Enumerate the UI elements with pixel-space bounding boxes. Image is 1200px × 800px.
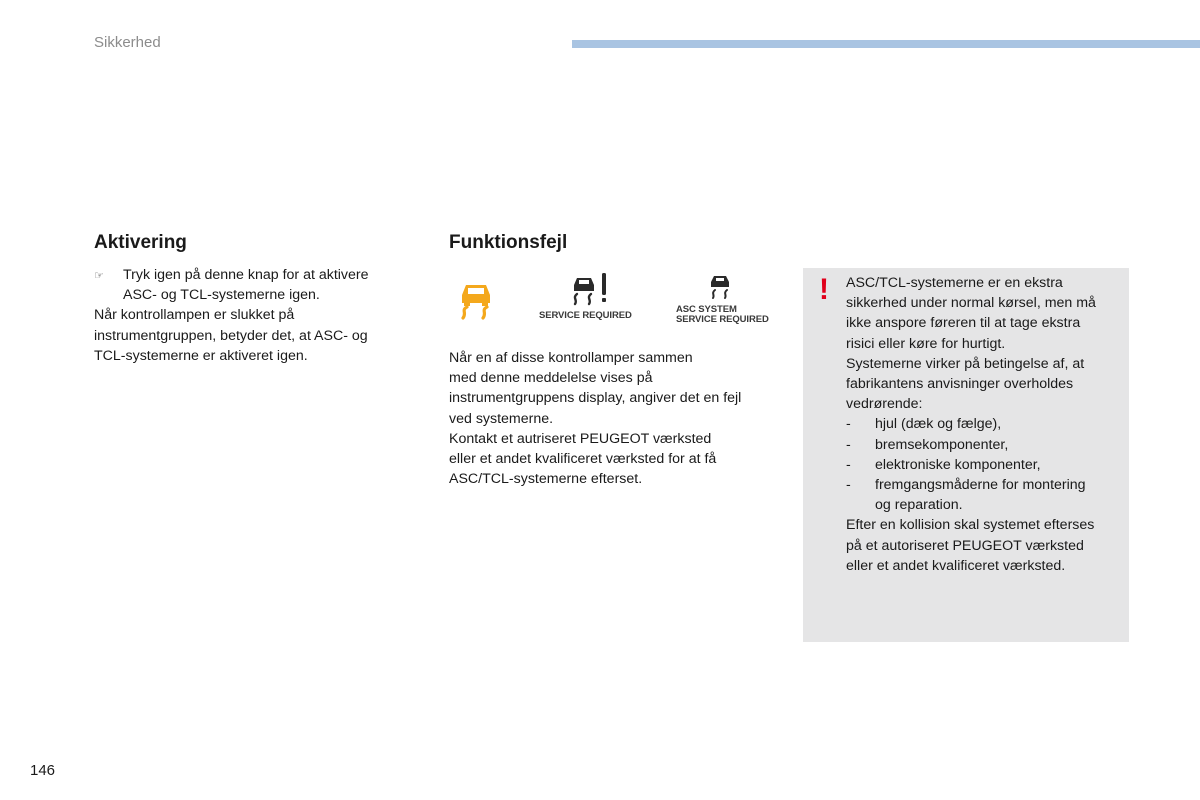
text-line: ASC/TCL-systemerne efterset. <box>449 471 643 488</box>
text-line: ved systemerne. <box>449 410 554 427</box>
page-number: 146 <box>30 762 56 779</box>
skid-service-required-icon <box>539 270 632 321</box>
header-accent-bar <box>572 40 1200 48</box>
dash-bullet: - <box>846 477 851 494</box>
service-required-label: SERVICE REQUIRED <box>539 310 632 321</box>
skid-warning-lamp-amber-icon <box>457 280 495 325</box>
bullet-text <box>123 265 369 305</box>
text-line: Tryk igen på denne knap for at aktivere <box>123 267 369 283</box>
list-item <box>846 435 1126 455</box>
text-line: sikkerhed under normal kørsel, men må <box>846 295 1096 312</box>
warning-lamps-row <box>449 270 789 330</box>
funktionsfejl-paragraph <box>449 348 779 489</box>
dash-bullet: - <box>846 416 851 433</box>
asc-system-service-icon <box>676 274 772 325</box>
text-line: instrumentgruppen, betyder det, at ASC- og <box>94 327 368 344</box>
exclamation-warning-icon: ! <box>819 273 829 306</box>
text-line: fabrikantens anvisninger overholdes <box>846 376 1074 393</box>
list-item <box>846 414 1126 434</box>
list-item-text: bremsekomponenter, <box>875 436 1009 453</box>
text-line: eller et andet kvalificeret værksted for at få <box>449 451 717 468</box>
text-line: Når kontrollampen er slukket på <box>94 307 295 324</box>
text-line: risici eller køre for hurtigt. <box>846 335 1006 352</box>
list-item-text: hjul (dæk og fælge), <box>875 416 1002 433</box>
asc-system-label: ASC SYSTEM <box>676 304 737 315</box>
text-line: eller et andet kvalificeret værksted. <box>846 557 1066 574</box>
pointing-hand-icon: ☞ <box>94 270 104 282</box>
heading-funktionsfejl: Funktionsfejl <box>449 232 568 253</box>
text-line: ASC- og TCL-systemerne igen. <box>123 287 320 304</box>
text-line: ikke anspore føreren til at tage ekstra <box>846 315 1081 332</box>
text-line: på et autoriseret PEUGEOT værksted <box>846 537 1084 554</box>
dash-bullet: - <box>846 436 851 453</box>
text-line: instrumentgruppens display, angiver det en fejl <box>449 390 742 407</box>
section-title: Sikkerhed <box>94 34 161 51</box>
list-item <box>846 455 1126 475</box>
safety-note-text <box>846 273 1126 576</box>
text-line: med denne meddelelse vises på <box>449 370 653 387</box>
heading-aktivering: Aktivering <box>94 232 187 253</box>
service-required-label: SERVICE REQUIRED <box>676 314 769 325</box>
list-item <box>846 475 1126 515</box>
text-line: ASC/TCL-systemerne er en ekstra <box>846 275 1063 291</box>
text-line: fremgangsmåderne for montering <box>875 477 1086 494</box>
text-line: og reparation. <box>875 497 963 514</box>
text-line: Efter en kollision skal systemet efterses <box>846 517 1095 534</box>
safety-note-box <box>803 268 1129 642</box>
list-item-text: elektroniske komponenter, <box>875 456 1041 473</box>
text-line: vedrørende: <box>846 396 923 413</box>
text-line: Kontakt et autriseret PEUGEOT værksted <box>449 430 712 447</box>
text-line: Når en af disse kontrollamper sammen <box>449 350 693 366</box>
list-item-text <box>875 475 1086 515</box>
bullet-item <box>94 265 404 305</box>
aktivering-section <box>94 265 404 366</box>
text-line: TCL-systemerne er aktiveret igen. <box>94 347 308 364</box>
aktivering-paragraph <box>94 305 404 366</box>
text-line: Systemerne virker på betingelse af, at <box>846 355 1085 372</box>
dash-bullet: - <box>846 456 851 473</box>
